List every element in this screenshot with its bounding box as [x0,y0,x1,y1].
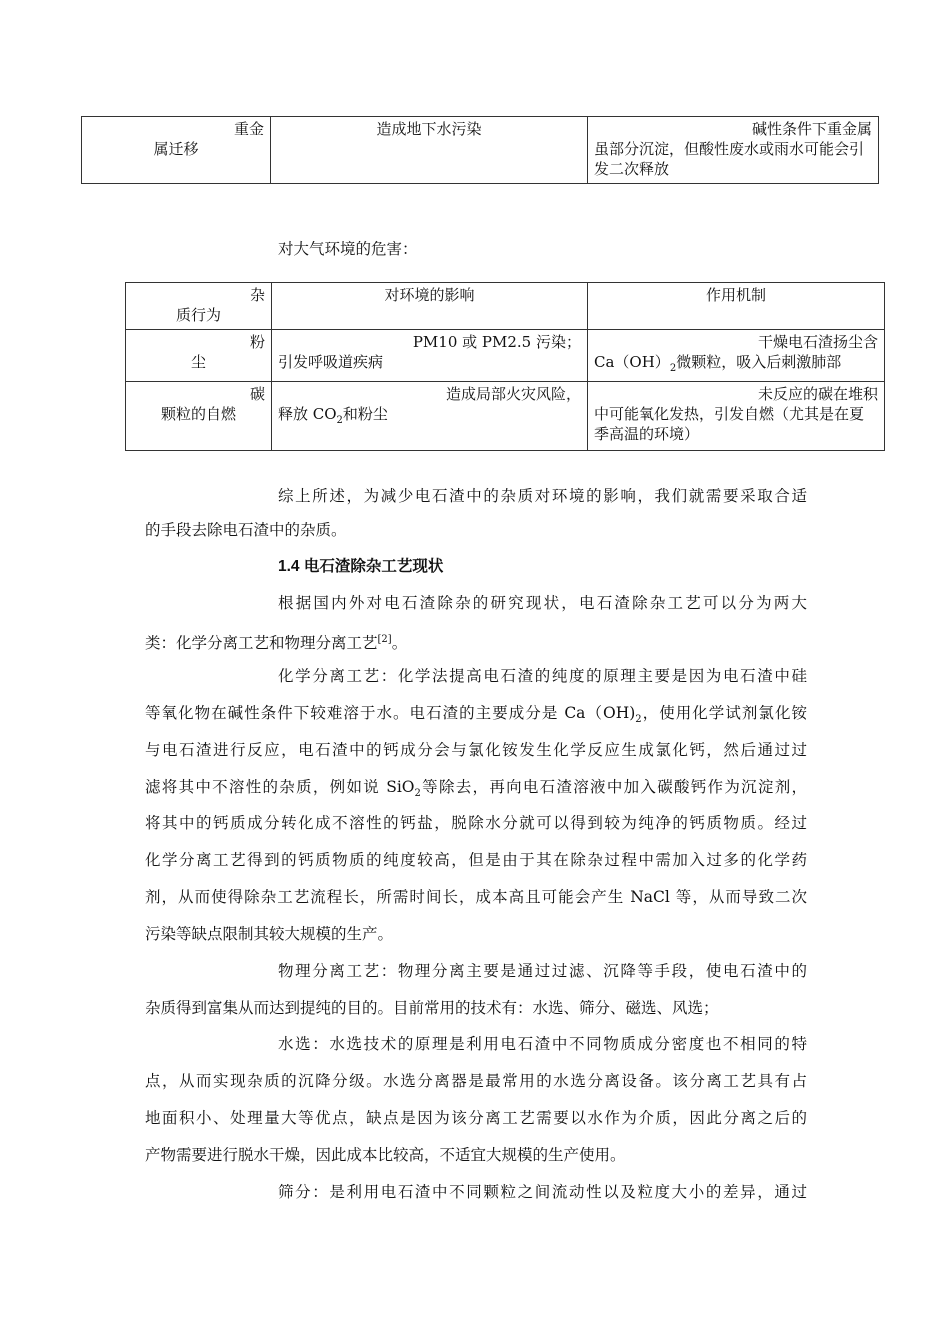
cell-text: 虽部分沉淀，但酸性废水或雨水可能会引发二次释放 [594,140,865,178]
cell-text: 粉 [249,333,265,351]
cell-text: 属迁移 [153,140,199,158]
cell-text: 尘 [190,353,206,371]
text: 将其中的钙质成分转化成不溶性的钙盐，脱除水分就可以得到较为纯净的钙质物质。经过 [145,814,807,832]
cell-text [278,405,388,426]
text-line [145,996,807,1020]
air-hazard-table [125,282,885,451]
text: 水选：水选技术的原理是利用电石渣中不同物质成分密度也不相同的特 [278,1035,807,1053]
text: 等除去，再向电石渣溶液中加入碳酸钙作为沉淀剂， [420,778,807,796]
text-line [145,922,807,946]
soil-hazard-table [81,116,879,184]
text: 地面积小、处理量大等优点，缺点是因为该分离工艺需要以水作为介质，因此分离之后的 [145,1109,807,1127]
text: 。 [391,634,408,653]
cell-text [594,353,842,374]
text-line [278,959,807,983]
caption: 对大气环境的危害： [278,240,418,258]
text-line [278,484,807,508]
text-line [145,848,807,872]
text-line [145,1143,807,1167]
header-cell: 对环境的影响 [384,286,475,304]
text-line [278,664,807,688]
table-row [82,117,879,184]
citation-superscript: [2] [377,634,392,645]
cell-text: 干燥电石渣扬尘含 [757,333,878,351]
text-line [278,591,807,615]
subscript: 2 [635,714,642,726]
text: Ca（OH） [594,353,670,371]
subscript: 2 [336,415,343,426]
text: 杂质得到富集从而达到提纯的目的。目前常用的技术有：水选、筛分、磁选、风选； [145,999,719,1017]
text: 等氧化物在碱性条件下较难溶于水。电石渣的主要成分是 Ca（OH) [145,704,636,722]
subscript: 2 [669,363,677,374]
header-cell: 质行为 [175,306,221,324]
text: 产物需要进行脱水干燥，因此成本比较高，不适宜大规模的生产使用。 [145,1146,626,1164]
subscript: 2 [414,788,421,800]
text: 筛分：是利用电石渣中不同颗粒之间流动性以及粒度大小的差异，通过 [278,1183,807,1201]
text: 和粉尘 [342,405,388,423]
header-cell: 作用机制 [705,286,766,304]
text-line [145,811,807,835]
text-line [145,775,807,806]
header-cell: 杂 [249,286,265,304]
text-line [145,628,807,655]
text: 物理分离工艺：物理分离主要是通过过滤、沉降等手段，使电石渣中的 [278,962,807,980]
text: 滤将其中不溶性的杂质，例如说 SiO [145,778,415,796]
cell-text: 重金 [233,120,264,138]
text: 污染等缺点限制其较大规模的生产。 [145,925,394,943]
text: 剂，从而使得除杂工艺流程长，所需时间长，成本高且可能会产生 NaCl 等，从而导致二次 [145,888,807,906]
text-line [145,738,807,762]
cell-text: 中可能氧化发热，引发自燃（尤其是在夏季高温的环境） [594,405,865,443]
table-row [126,330,885,382]
text-line [145,1106,807,1130]
text: 综上所述，为减少电石渣中的杂质对环境的影响，我们就需要采取合适 [278,487,807,505]
text: 类：化学分离工艺和物理分离工艺 [145,634,378,653]
text: 1.4 电石渣除杂工艺现状 [278,558,444,575]
cell-text: 碳 [249,385,265,403]
text: 释放 CO [278,405,337,423]
cell-text: 碱性条件下重金属 [751,120,872,138]
text-line [145,1069,807,1093]
text: 化学分离工艺：化学法提高电石渣的纯度的原理主要是因为电石渣中硅 [278,667,807,685]
table-row [126,382,885,451]
table-header-row [126,283,885,330]
text-line [145,885,807,909]
text: 点，从而实现杂质的沉降分级。水选分离器是最常用的水选分离设备。该分离工艺具有占 [145,1072,807,1090]
text: 的手段去除电石渣中的杂质。 [145,521,347,539]
text-line [278,1032,807,1056]
cell-text: 颗粒的自燃 [160,405,236,423]
section-heading [278,555,807,579]
text: 与电石渣进行反应，电石渣中的钙成分会与氯化铵发生化学反应生成氯化钙，然后通过过 [145,741,807,759]
text: 根据国内外对电石渣除杂的研究现状，电石渣除杂工艺可以分为两大 [278,594,807,612]
text-line [145,701,807,732]
cell-text: 未反应的碳在堆积 [757,385,878,403]
text-line [145,518,807,542]
cell-text: 造成局部火灾风险， [445,385,581,403]
cell-text: 引发呼吸道疾病 [278,353,384,371]
cell-text: PM10 或 PM2.5 污染； [412,333,581,351]
cell-text: 造成地下水污染 [376,120,482,138]
text-line [278,1180,807,1204]
text: 微颗粒，吸入后刺激肺部 [676,353,842,371]
text: 化学分离工艺得到的钙质物质的纯度较高，但是由于其在除杂过程中需加入过多的化学药 [145,851,807,869]
text: ，使用化学试剂氯化铵 [641,704,807,722]
